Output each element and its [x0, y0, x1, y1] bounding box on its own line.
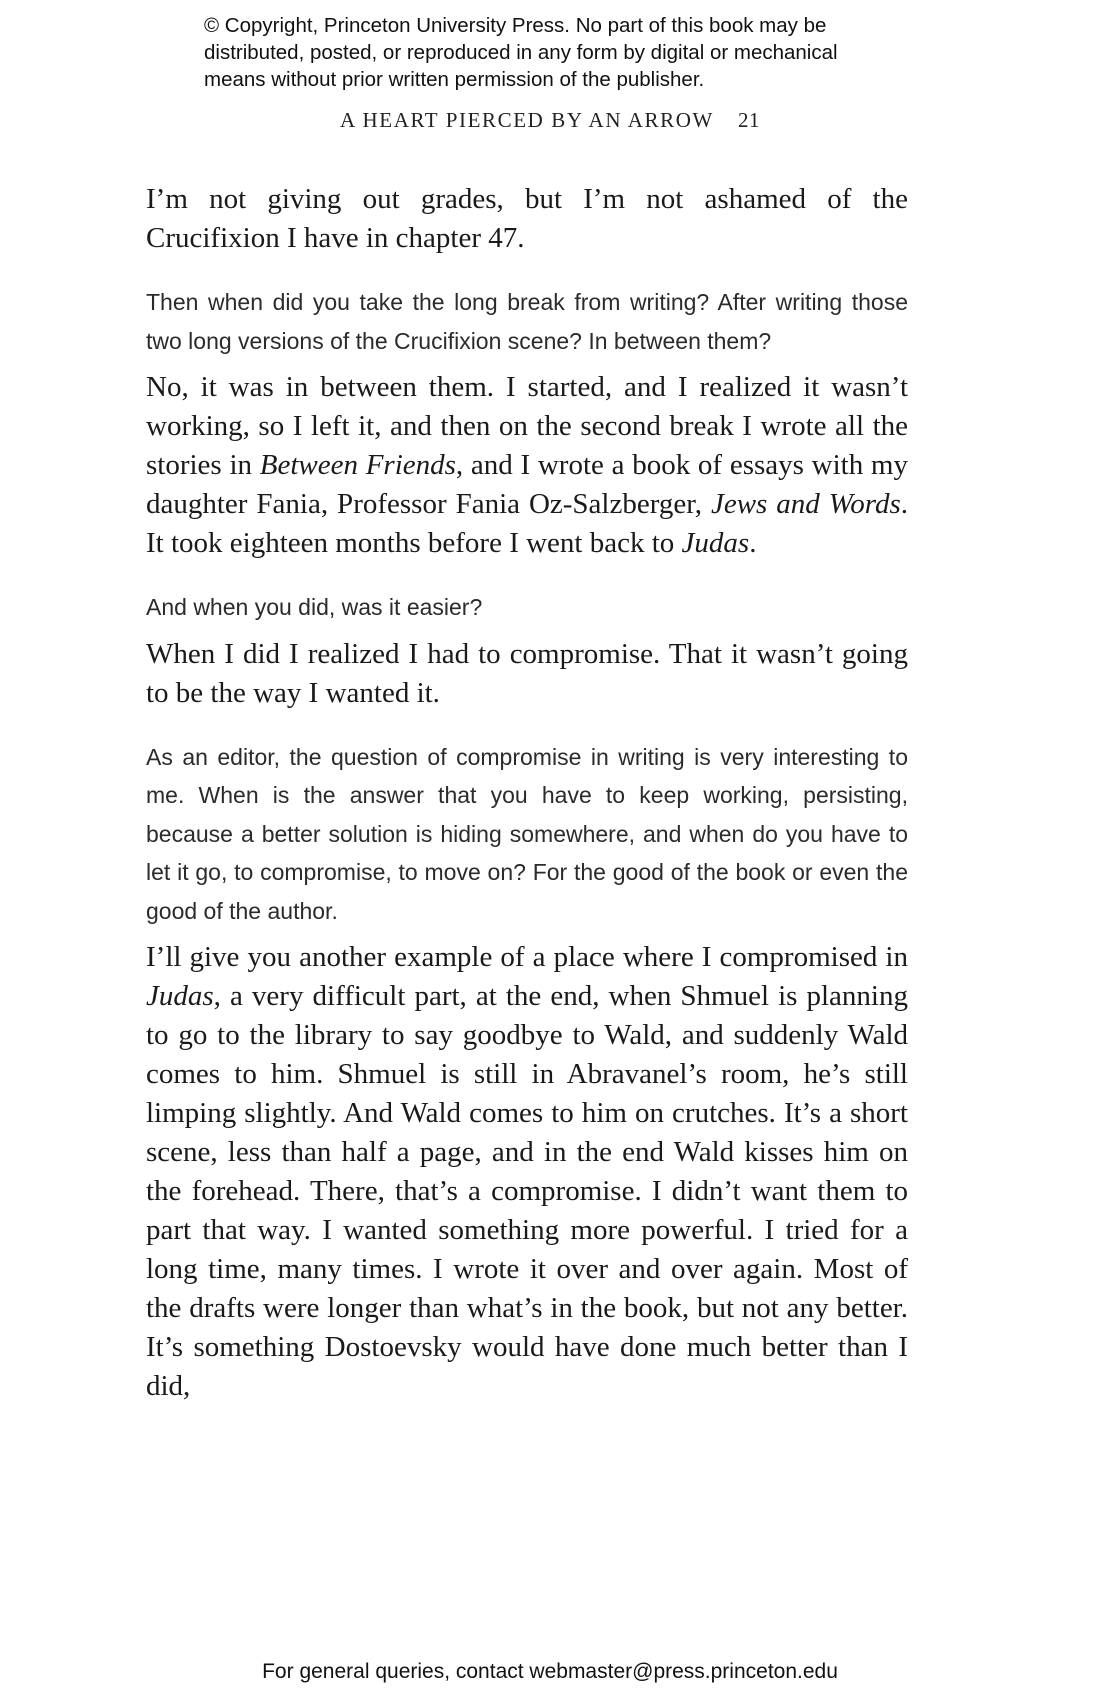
body-text	[146, 180, 908, 1406]
book-title: Judas	[681, 527, 750, 559]
text-run: , a very difficult part, at the end, when Shmuel is planning to go to the library to say goodbye to Wald, and suddenly Wald comes to him. Shmuel is still in Abravanel’s room, he’s still limping slightly. And Wald comes to him on crutches. It’s a short scene, less than half a page, and in the end Wald kisses him on the forehead. There, that’s a compromise. I didn’t want them to part that way. I wanted something more powerful. I tried for a long time, many times. I wrote it over and over again. Most of the drafts were longer than what’s in the book, but not any better. It’s something Dostoevsky would have done much better than I did,	[146, 980, 908, 1402]
question-paragraph: Then when did you take the long break from writing? After writing those two long versions of the Crucifixion scene? In between them?	[146, 289, 908, 354]
text-run: . It took eighteen months before I went back to	[146, 488, 908, 559]
book-title: Between Friends	[259, 449, 456, 481]
text-run: No, it was in between them. I started, and I realized it wasn’t working, so I left it, and then on the second break I wrote all the stories in	[146, 371, 908, 481]
answer-paragraph	[146, 938, 908, 1406]
text-run: I’ll give you another example of a place where I compromised in	[146, 941, 908, 973]
footer-contact: For general queries, contact webmaster@press.princeton.edu	[262, 1660, 838, 1683]
chapter-title: A HEART PIERCED BY AN ARROW	[340, 108, 714, 132]
copyright-line: © Copyright, Princeton University Press. No part of this book may be	[204, 14, 827, 37]
answer-paragraph	[146, 368, 908, 563]
text-run: , and I wrote a book of essays with my daughter Fania, Professor Fania Oz-Salzberger,	[146, 449, 908, 520]
copyright-notice	[204, 12, 904, 93]
book-title: Jews and Words	[710, 488, 901, 520]
text-run: .	[749, 527, 757, 559]
question-paragraph: As an editor, the question of compromise in writing is very interesting to me. When is the answer that you have to keep working, persisting, because a better solution is hiding somewhere, and when do you have to let it go, to compromise, to move on? For the good of the book or even the good of the author.	[146, 743, 908, 924]
answer-paragraph: I’m not giving out grades, but I’m not ashamed of the Crucifixion I have in chapter 47.	[146, 183, 908, 254]
question-paragraph: And when you did, was it easier?	[146, 594, 483, 620]
answer-paragraph: When I did I realized I had to compromise. That it wasn’t going to be the way I wanted it.	[146, 637, 908, 709]
running-head	[0, 108, 1100, 133]
page-number: 21	[737, 108, 760, 132]
copyright-line: means without prior written permission of the publisher.	[204, 68, 705, 91]
copyright-line: distributed, posted, or reproduced in any form by digital or mechanical	[204, 41, 838, 64]
book-title: Judas	[146, 980, 214, 1012]
